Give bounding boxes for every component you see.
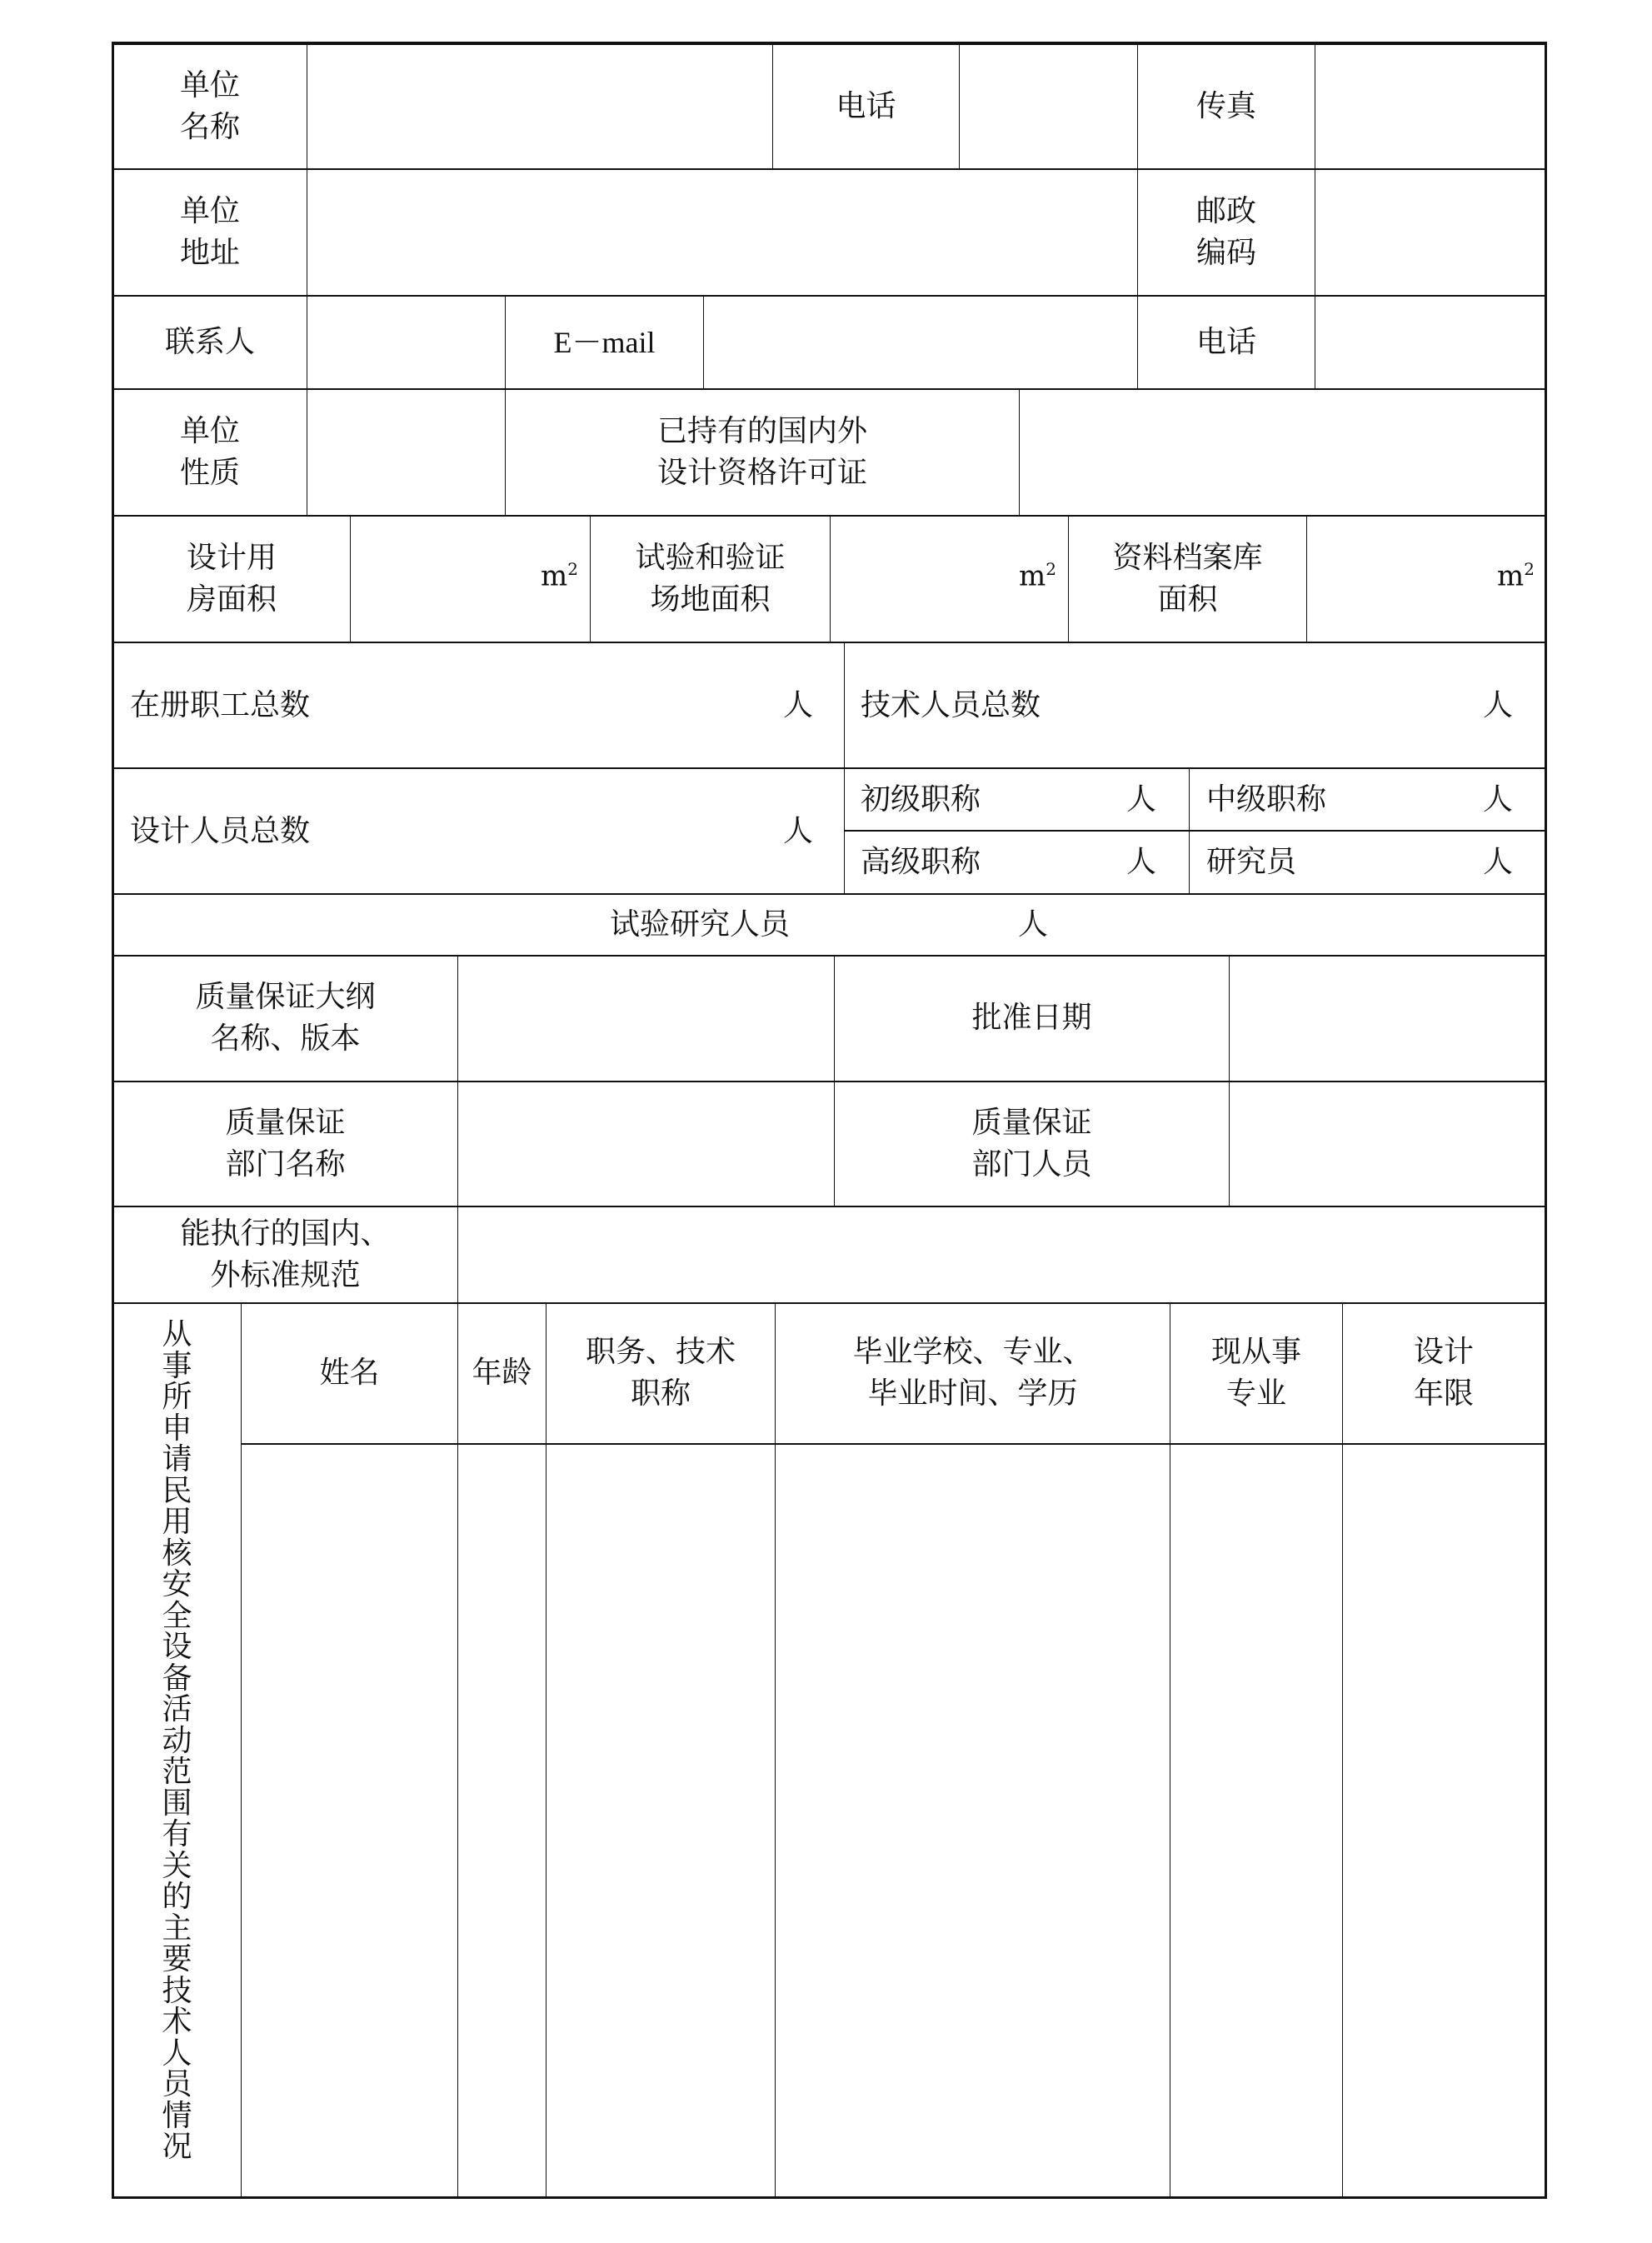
total-design-label: 设计人员总数 — [130, 814, 311, 848]
qa-dept-name-field[interactable] — [458, 1082, 834, 1206]
test-research-field[interactable] — [113, 894, 1545, 956]
side-label-char: 活 — [162, 1692, 192, 1726]
side-label-char: 设 — [162, 1630, 192, 1664]
license-label-cell — [506, 389, 1019, 516]
col-header-specialty-text: 现从事 专业 — [1210, 1335, 1301, 1411]
col-header-name-text: 姓名 — [319, 1356, 380, 1390]
side-label-char: 况 — [162, 2130, 192, 2164]
fax-label: 传真 — [1195, 88, 1256, 123]
person-unit: 人 — [1483, 688, 1514, 722]
person-unit: 人 — [783, 688, 814, 722]
side-label-char: 范 — [162, 1755, 192, 1789]
approval-date-label: 批准日期 — [971, 1001, 1092, 1035]
unit-nature-field[interactable] — [307, 389, 505, 516]
license-label: 已持有的国内外 设计资格许可证 — [656, 414, 867, 490]
person-unit: 人 — [1483, 845, 1514, 879]
test-area-field[interactable] — [831, 516, 1068, 642]
qa-outline-field[interactable] — [458, 956, 834, 1081]
unit-sup: 2 — [1524, 559, 1535, 579]
test-research-label: 试验研究人员 — [610, 907, 791, 942]
contact-phone-label-cell — [1138, 296, 1315, 389]
qa-dept-staff-label-cell — [835, 1082, 1229, 1206]
side-label-char: 人 — [162, 2036, 192, 2071]
qa-dept-staff-field[interactable] — [1230, 1082, 1545, 1206]
unit-sup: 2 — [1046, 559, 1056, 579]
unit-text: m — [541, 559, 568, 593]
unit-text: m — [1019, 559, 1046, 593]
researcher-label: 研究员 — [1206, 845, 1297, 879]
standards-label-cell — [113, 1206, 457, 1303]
sqm-unit — [1019, 559, 1056, 592]
staff-age-input-area[interactable] — [458, 1444, 546, 2198]
total-staff-field[interactable] — [113, 642, 844, 768]
side-label-char: 请 — [162, 1442, 192, 1476]
person-unit: 人 — [1126, 845, 1157, 879]
qa-dept-name-label: 质量保证 部门名称 — [225, 1106, 346, 1181]
table-right-border — [1545, 42, 1547, 2199]
unit-name-label-cell — [113, 43, 307, 169]
fax-field[interactable] — [1315, 43, 1545, 169]
side-label-char: 围 — [162, 1786, 192, 1821]
side-label-char: 用 — [162, 1505, 192, 1539]
test-area-label-cell — [591, 516, 830, 642]
unit-address-field[interactable] — [307, 169, 1137, 296]
intermediate-label: 中级职称 — [1206, 782, 1327, 817]
staff-education-input-area[interactable] — [776, 1444, 1170, 2198]
side-label-char: 要 — [162, 1942, 192, 1976]
side-label-char: 动 — [162, 1723, 192, 1758]
approval-date-label-cell — [835, 956, 1229, 1081]
col-header-design-years — [1343, 1303, 1545, 1443]
staff-design-years-input-area[interactable] — [1343, 1444, 1545, 2198]
contact-phone-label: 电话 — [1195, 325, 1256, 359]
col-header-design-years-text: 设计 年限 — [1413, 1335, 1474, 1411]
side-label-char: 关 — [162, 1848, 192, 1883]
qa-outline-label: 质量保证大纲 名称、版本 — [195, 980, 376, 1056]
col-header-specialty — [1170, 1303, 1342, 1443]
contact-phone-field[interactable] — [1315, 296, 1545, 389]
side-label-char: 从 — [162, 1317, 192, 1351]
approval-date-field[interactable] — [1230, 956, 1545, 1081]
test-area-label: 试验和验证 场地面积 — [635, 541, 786, 617]
unit-address-label: 单位 地址 — [179, 194, 240, 270]
col-header-age — [458, 1303, 546, 1443]
col-header-title-text: 职务、技术 职称 — [585, 1335, 736, 1411]
side-label-char: 全 — [162, 1598, 192, 1633]
archive-area-label-cell — [1069, 516, 1306, 642]
design-area-field[interactable] — [351, 516, 590, 642]
postal-code-label: 邮政 编码 — [1195, 194, 1256, 270]
archive-area-field[interactable] — [1307, 516, 1545, 642]
archive-area-label: 资料档案库 面积 — [1112, 541, 1263, 617]
col-header-education — [776, 1303, 1170, 1443]
sqm-unit — [541, 559, 578, 592]
unit-name-field[interactable] — [307, 43, 772, 169]
side-label-char: 核 — [162, 1536, 192, 1571]
postal-code-field[interactable] — [1315, 169, 1545, 296]
contact-field[interactable] — [307, 296, 505, 389]
side-label-char: 有 — [162, 1817, 192, 1851]
staff-name-input-area[interactable] — [242, 1444, 457, 2198]
unit-nature-label: 单位 性质 — [179, 414, 240, 490]
contact-label-cell — [113, 296, 307, 389]
qa-dept-staff-label: 质量保证 部门人员 — [971, 1106, 1092, 1181]
email-label: E－mail — [553, 326, 656, 359]
side-label-char: 申 — [162, 1411, 192, 1446]
design-area-label-cell — [113, 516, 350, 642]
license-field[interactable] — [1020, 389, 1545, 516]
email-label-cell — [506, 296, 703, 389]
unit-sup: 2 — [567, 559, 578, 579]
unit-name-label: 单位 名称 — [179, 67, 240, 144]
col-header-education-text: 毕业学校、专业、 毕业时间、学历 — [852, 1335, 1093, 1411]
side-label-char: 所 — [162, 1380, 192, 1414]
qa-outline-label-cell — [113, 956, 457, 1081]
col-header-age-text: 年龄 — [472, 1356, 532, 1390]
staff-section-side-label — [113, 1319, 241, 2163]
sqm-unit — [1497, 559, 1535, 592]
staff-specialty-input-area[interactable] — [1170, 1444, 1342, 2198]
unit-nature-label-cell — [113, 389, 307, 516]
contact-label: 联系人 — [164, 325, 255, 359]
total-tech-field[interactable] — [845, 642, 1545, 768]
total-staff-label: 在册职工总数 — [130, 688, 311, 722]
staff-title-input-area[interactable] — [547, 1444, 775, 2198]
side-label-char: 员 — [162, 2067, 192, 2101]
qa-dept-name-label-cell — [113, 1082, 457, 1206]
design-area-label: 设计用 房面积 — [186, 541, 277, 617]
total-tech-label: 技术人员总数 — [861, 688, 1041, 722]
side-label-char: 民 — [162, 1473, 192, 1508]
junior-label: 初级职称 — [861, 782, 981, 817]
person-unit: 人 — [1126, 782, 1157, 817]
col-header-name — [242, 1303, 457, 1443]
email-field[interactable] — [704, 296, 1137, 389]
phone-label: 电话 — [836, 88, 896, 123]
standards-label: 能执行的国内、 外标准规范 — [180, 1216, 391, 1292]
senior-label: 高级职称 — [861, 845, 981, 879]
side-label-char: 术 — [162, 2005, 192, 2039]
fax-label-cell — [1138, 43, 1315, 169]
side-label-char: 技 — [162, 1973, 192, 2008]
side-label-char: 备 — [162, 1661, 192, 1696]
postal-code-label-cell — [1138, 169, 1315, 296]
unit-text: m — [1497, 559, 1525, 593]
person-unit: 人 — [783, 814, 814, 848]
side-label-char: 安 — [162, 1567, 192, 1601]
person-unit: 人 — [1483, 782, 1514, 817]
col-header-title — [547, 1303, 775, 1443]
side-label-char: 情 — [162, 2098, 192, 2133]
side-label-char: 事 — [162, 1348, 192, 1383]
side-label-char: 主 — [162, 1911, 192, 1946]
unit-address-label-cell — [113, 169, 307, 296]
phone-label-cell — [773, 43, 959, 169]
phone-field[interactable] — [960, 43, 1137, 169]
person-unit: 人 — [1018, 907, 1049, 942]
standards-field[interactable] — [458, 1206, 1545, 1303]
side-label-char: 的 — [162, 1880, 192, 1914]
